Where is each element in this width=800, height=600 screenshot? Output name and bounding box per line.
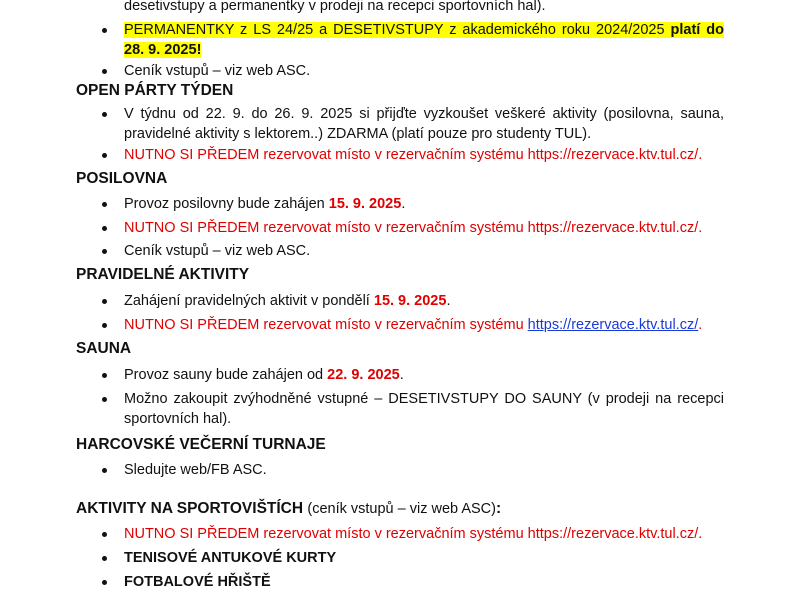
perm-valid-until: platí do 28. 9. 2025! xyxy=(124,22,724,58)
section-title-regular: PRAVIDELNÉ AKTIVITY xyxy=(76,266,250,283)
highlight-text xyxy=(124,22,724,58)
venues-title-text: AKTIVITY NA SPORTOVIŠTÍCH xyxy=(76,500,304,517)
list-item-football-pitch: FOTBALOVÉ HŘIŠTĚ xyxy=(124,572,724,592)
list-item-reservation-note: NUTNO SI PŘEDEM rezervovat místo v rezervačním systému https://rezervace.ktv.tul.cz/. xyxy=(124,145,724,165)
list-item-gym-reservation: NUTNO SI PŘEDEM rezervovat místo v rezervačním systému https://rezervace.ktv.tul.cz/. xyxy=(124,218,724,238)
gym-start-date: 15. 9. 2025 xyxy=(328,196,402,212)
list-item-gym-price: Ceník vstupů – viz web ASC. xyxy=(124,241,724,261)
section-title-sauna: SAUNA xyxy=(76,340,132,357)
list-item-permanent-passes xyxy=(124,20,724,60)
section-title-tournaments: HARCOVSKÉ VEČERNÍ TURNAJE xyxy=(76,436,326,453)
list-item-regular-start xyxy=(124,291,724,311)
section-title-open-party: OPEN PÁRTY TÝDEN xyxy=(76,82,234,99)
list-item-regular-reservation xyxy=(124,315,724,335)
gym-start-text: Provoz posilovny bude zahájen xyxy=(124,196,329,212)
venues-title-colon: : xyxy=(495,500,502,517)
perm-text: PERMANENTKY z LS 24/25 a DESETIVSTUPY z akademického roku 2024/2025 xyxy=(124,22,671,38)
list-item-open-week: V týdnu od 22. 9. do 26. 9. 2025 si přijďte vyzkoušet veškeré aktivity (posilovna, sauna, pravidelné aktivity s lektorem..) ZDARMA (platí pouze pro studenty TUL). xyxy=(124,106,724,142)
list-item-price: Ceník vstupů – viz web ASC. xyxy=(124,61,724,81)
list-item-gym-start xyxy=(124,194,724,214)
section-title-gym: POSILOVNA xyxy=(76,170,168,187)
list-item-venues-reservation: NUTNO SI PŘEDEM rezervovat místo v rezervačním systému https://rezervace.ktv.tul.cz/. xyxy=(124,524,724,544)
gym-start-period: . xyxy=(401,196,406,212)
list-item-sauna-start xyxy=(124,365,724,385)
intro-continuation: desetivstupy a permanentky v prodeji na recepci sportovních hal). xyxy=(124,0,546,14)
venues-title-note: (ceník vstupů – viz web ASC) xyxy=(307,501,496,517)
list-item-sauna-tickets: Možno zakoupit zvýhodněné vstupné – DESETIVSTUPY DO SAUNY (v prodeji na recepci sportovních hal). xyxy=(124,391,724,427)
list-item-tournaments: Sledujte web/FB ASC. xyxy=(124,460,724,480)
list-item-tennis-courts: TENISOVÉ ANTUKOVÉ KURTY xyxy=(124,548,724,568)
reservation-link[interactable]: https://rezervace.ktv.tul.cz/ xyxy=(527,317,699,333)
section-title-venues xyxy=(76,499,501,519)
regular-reservation-text: NUTNO SI PŘEDEM rezervovat místo v rezervačním systému xyxy=(124,317,528,333)
regular-start-date: 15. 9. 2025 xyxy=(373,293,447,309)
sauna-start-text: Provoz sauny bude zahájen od xyxy=(124,367,328,383)
regular-start-period: . xyxy=(446,293,451,309)
regular-reservation-period: . xyxy=(698,317,703,333)
sauna-start-period: . xyxy=(399,367,404,383)
sauna-start-date: 22. 9. 2025 xyxy=(327,367,400,383)
regular-start-text: Zahájení pravidelných aktivit v pondělí xyxy=(124,293,374,309)
